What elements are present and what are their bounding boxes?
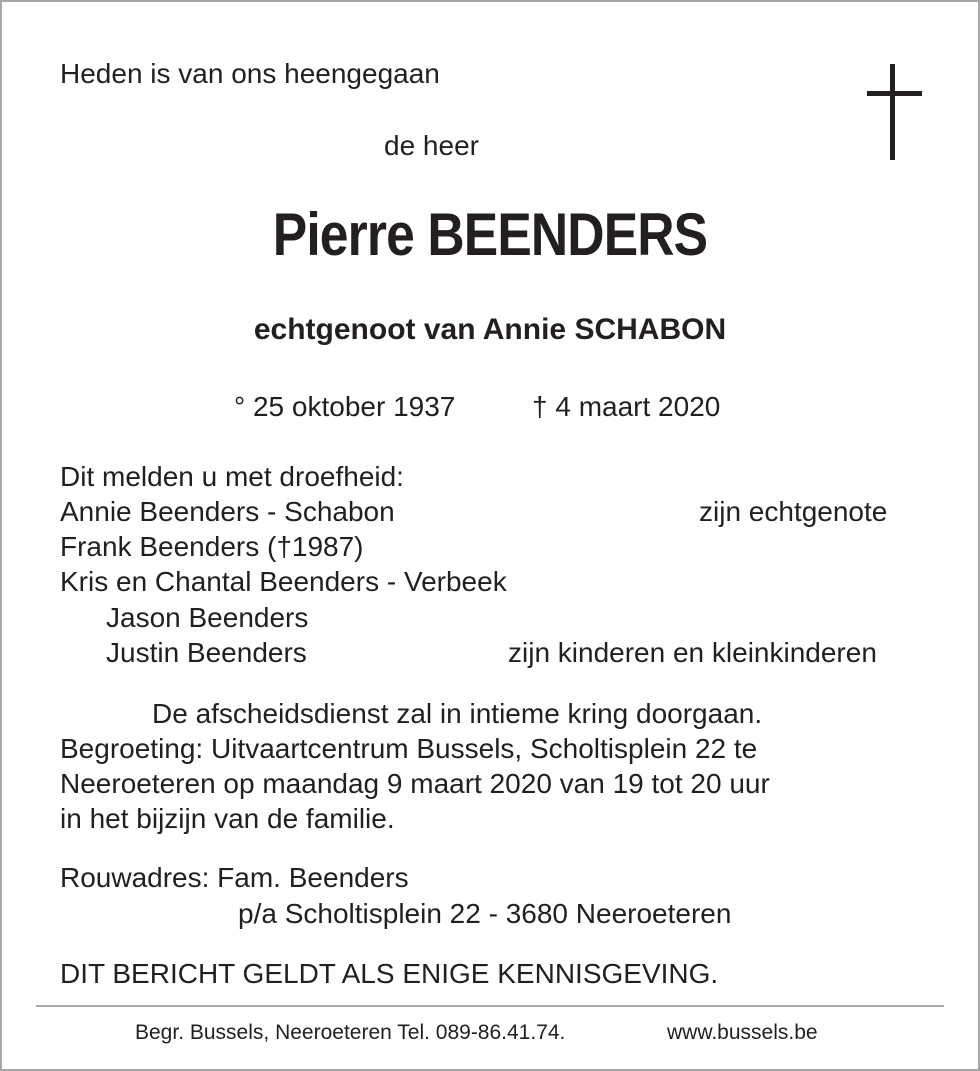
family-member-name: Frank Beenders (†1987) [60, 531, 364, 562]
family-member-relation: zijn kinderen en kleinkinderen [508, 637, 877, 668]
closing-statement: DIT BERICHT GELDT ALS ENIGE KENNISGEVING. [60, 958, 719, 989]
divider [36, 1005, 944, 1007]
address-label: Rouwadres: Fam. Beenders [60, 862, 409, 893]
service-line: in het bijzijn van de familie. [60, 803, 395, 834]
service-line: Begroeting: Uitvaartcentrum Bussels, Scholtisplein 22 te [60, 733, 758, 764]
deceased-name: Pierre BEENDERS [272, 201, 708, 268]
intro-text: Heden is van ons heengegaan [60, 58, 440, 89]
family-member-name: Annie Beenders - Schabon [60, 496, 395, 527]
family-member-name: Kris en Chantal Beenders - Verbeek [60, 566, 507, 597]
address-street: p/a Scholtisplein 22 - 3680 Neeroeteren [238, 898, 732, 929]
spouse-line: echtgenoot van Annie SCHABON [253, 313, 727, 346]
service-line: Neeroeteren op maandag 9 maart 2020 van 19 tot 20 uur [60, 768, 770, 799]
death-date: † 4 maart 2020 [532, 391, 721, 422]
family-heading: Dit melden u met droefheid: [60, 461, 404, 492]
website-link[interactable]: www.bussels.be [667, 1021, 818, 1044]
service-line: De afscheidsdienst zal in intieme kring doorgaan. [152, 698, 763, 729]
undertaker-info: Begr. Bussels, Neeroeteren Tel. 089-86.41.74. [135, 1021, 566, 1044]
birth-date: ° 25 oktober 1937 [234, 391, 456, 422]
title-prefix: de heer [384, 130, 479, 161]
family-member-relation: zijn echtgenote [699, 496, 888, 527]
family-member-name: Justin Beenders [106, 637, 307, 668]
family-member-name: Jason Beenders [106, 602, 309, 633]
